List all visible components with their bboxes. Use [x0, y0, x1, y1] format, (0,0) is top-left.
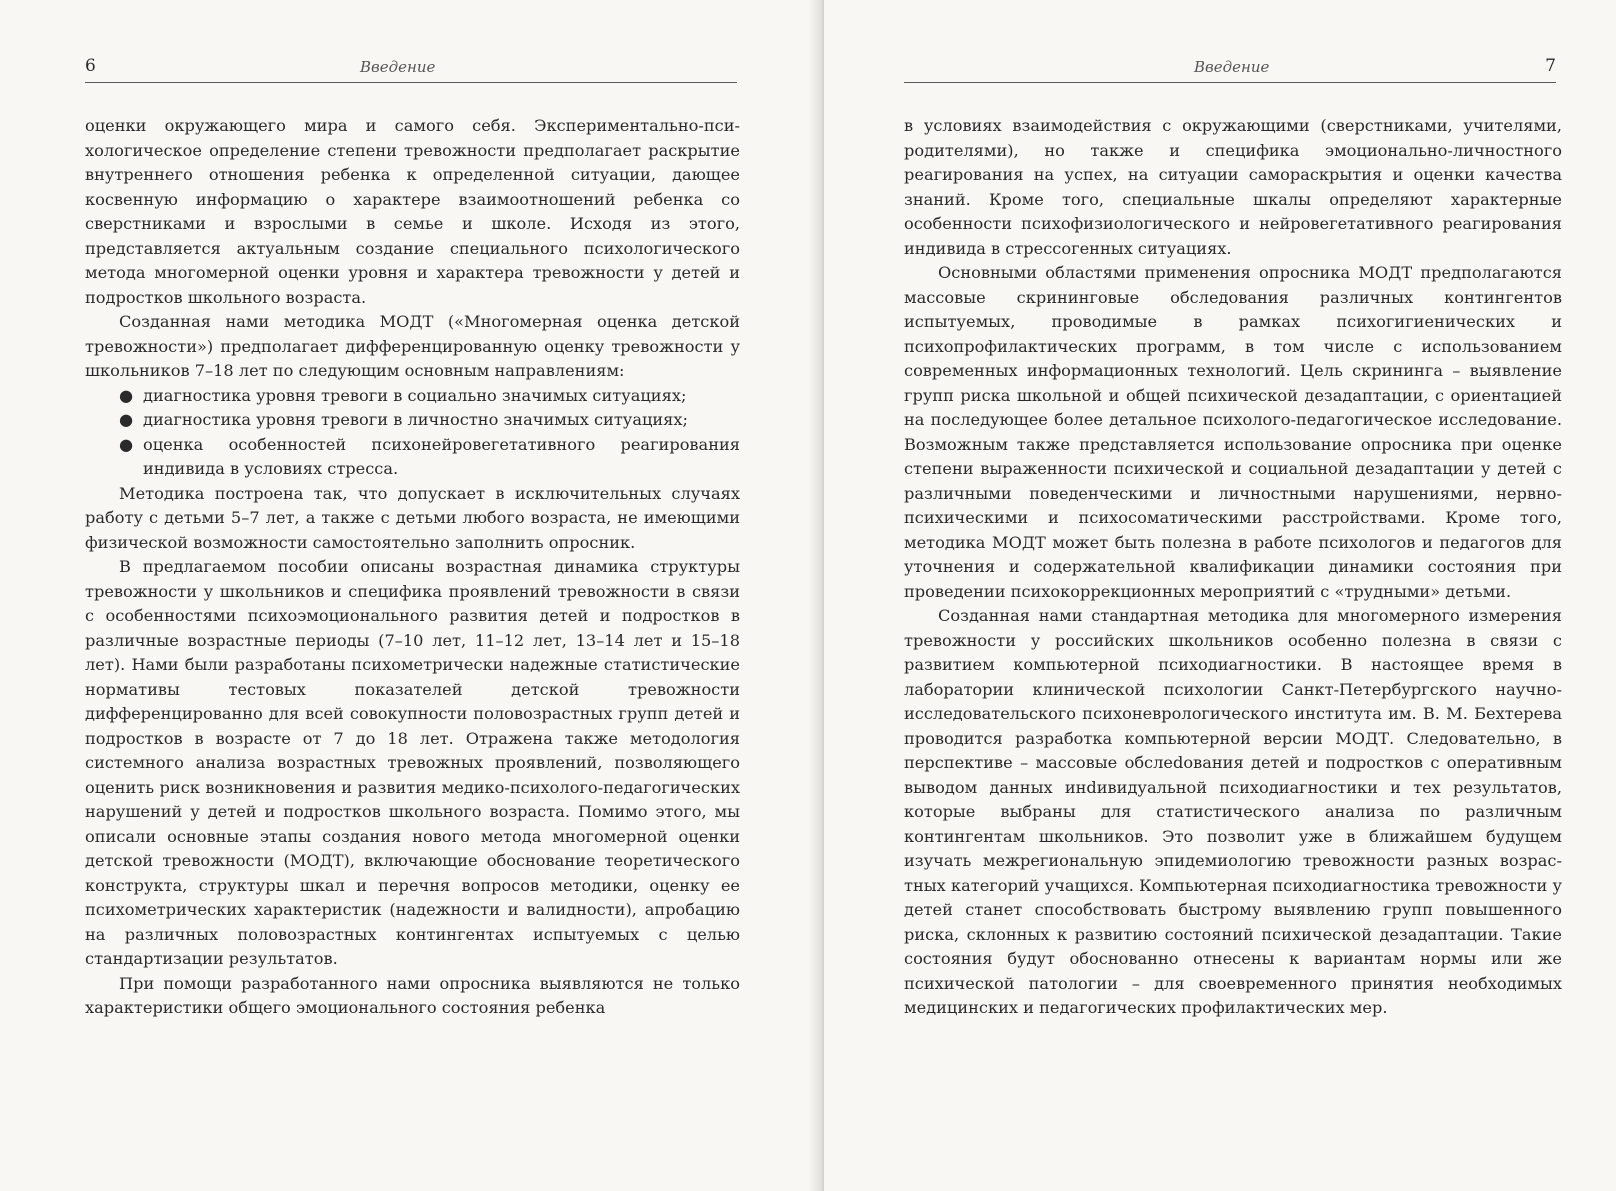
paragraph: При помощи разработанного нами опросника выявляются не только характеристики общего эмоционального состояния ребенка [85, 973, 740, 1017]
paragraph: в условиях взаимодействия с окружающими (сверстниками, учителями, родителями), но также и специфика эмоционально-личностного реагирования на успех, на ситуации самораскрытия и оценки качества знаний. Кроме того, специальные шкалы определяют характерные особенности психофизиологического и нейровегетативного реагирования индивида в стрессогенных ситуациях. [904, 116, 1562, 258]
left-running-header [85, 56, 737, 83]
left-page-body [85, 114, 740, 1021]
list-item [85, 384, 740, 409]
right-running-header [904, 56, 1556, 83]
bullet-icon: ● [119, 434, 134, 454]
list-item [85, 408, 740, 433]
paragraph: оценки окружающего мира и самого себя. Экспериментально-психологическое определение степени тревожности предполагает раскрытие внутреннего отношения ребенка к определенной ситуации, дающее косвенную информацию о характере взаимоотношений ребенка со сверстниками и взрослыми в семье и школе. Исходя из этого, представляется актуальным создание специального психологического метода многомерной оценки уровня и характера тревожности у детей и подростков школьного возраста. [85, 116, 740, 307]
bullet-icon: ● [119, 385, 134, 405]
bullet-icon: ● [119, 410, 134, 429]
paragraph: Созданная нами стандартная методика для многомерного измерения тревожности у российских школьников особенно полезна в связи с развитием компьютерной психодиагностики. В настоящее время в лаборатории клинической психологии Санкт-Петербургского научно-исследовательского психоневрологического института им. В. М. Бехтерева проводится разработка компьютерной версии МОДТ. Следовательно, в перспективе – массовые обслеdования детей и подростков с оперативным выводом данных инdивидуальной психодиагностики и тех результатов, которые выбраны для статистического анализа по различным контингентам школьников. Это позволит уже в ближайшем будущем изучать межрегиональную эпидемиологию тревожности разных возрастных категорий учащихся. Компьютерная психодиагностика тревожности у детей станет способствовать быстрому выявлению групп повышенного риска, склонных к развитию состояний психической дезадаптации. Такие состояния будут обоснованно отнесены к вариантам нормы или же психической патологии – для своевременного принятия необходимых медицинских и педагогических профилактических мер. [904, 606, 1562, 1017]
right-running-title: Введение [1194, 58, 1270, 76]
bullet-list [85, 384, 740, 482]
list-item [85, 433, 740, 482]
list-item-text: диагностика уровня тревоги в личностно значимых ситуациях; [143, 410, 688, 429]
list-item-text: диагностика уровня тревоги в социально значимых ситуациях; [143, 385, 687, 405]
paragraph: Созданная нами методика МОДТ («Многомерная оценка детской тревожности») предполагает дифференцированную оценку тревожности у школьников 7–18 лет по следующим основным направлениям: [85, 312, 740, 380]
right-page-number: 7 [1545, 56, 1556, 76]
left-page-number: 6 [85, 56, 96, 76]
right-page [824, 0, 1616, 1191]
list-item-text: оценка особенностей психонейровегетативного реагирования индивида в условиях стресса. [143, 434, 740, 478]
left-running-title: Введение [360, 58, 436, 76]
paragraph: Методика построена так, что допускает в исключительных случаях работу с детьми 5–7 лет, а также с детьми любого возраста, не имеющими физической возможности самостоятельно заполнить опросник. [85, 483, 740, 552]
right-page-body [904, 114, 1562, 1021]
paragraph: В предлагаемом пособии описаны возрастная динамика структуры тревожности у школьников и специфика проявлений тревожности в связи с особенностями психоэмоционального развития детей и подростков в различные возрастные периоды (7–10 лет, 11–12 лет, 13–14 лет и 15–18 лет). Нами были разработаны психометрически надежные статистические нормативы тестовых показателей детской тревожности дифференцированно для всей совокупности половозрастных групп детей и подростков в возрасте от 7 до 18 лет. Отражена также методология системного анализа возрастных тревожных проявлений, позволяющего оценить риск возникновения и развития медико-психолого-педагогических нарушений у детей и подростков школьного возраста. Помимо этого, мы описали основные этапы создания нового метода многомерной оценки детской тревожности (МОДТ), включающие обоснование теоретического конструкта, структуры шкал и перечня вопросов методики, оценку ее психометрических характеристик (надежности и валидности), апробацию на различных половозрастных контингентах испытуемых с целью стандартизации результатов. [85, 557, 740, 968]
paragraph: Основными областями применения опросника МОДТ предполагаются массовые скрининговые обследования различных контингентов испытуемых, проводимые в рамках психогигиенических и психопрофилактических программ, в том числе с использованием современных информационных технологий. Цель скрининга – выявление групп риска школьной и общей психической дезадаптации, с ориентацией на последующее более детальное психолого-педагогическое исследование. Возможным также представляется использование опросника при оценке степени выраженности психической и социальной дезадаптации у детей с различными поведенческими и личностными нарушениями, нервно-психическими и психосоматическими расстройствами. Кроме того, методика МОДТ может быть полезна в работе психологов и педагогов для уточнения и содержательной квалификации динамики состояния при проведении психокоррекционных мероприятий с «трудными» детьми. [904, 263, 1562, 601]
